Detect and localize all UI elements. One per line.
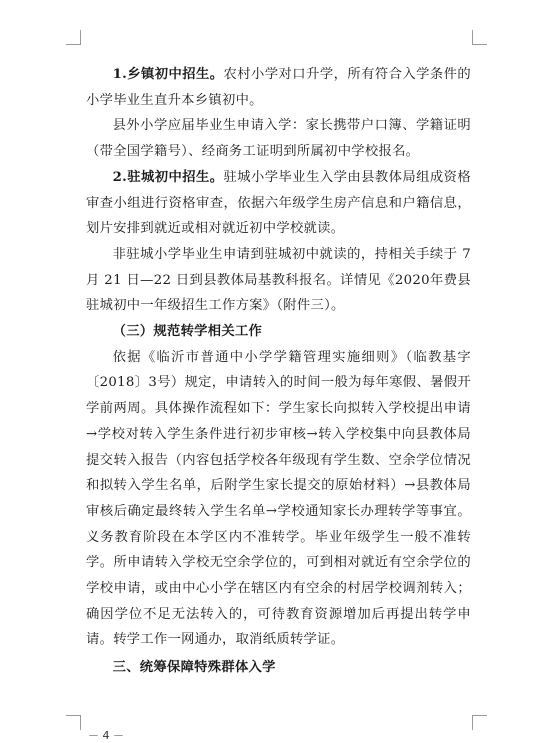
crop-mark-bottom-left bbox=[66, 715, 81, 730]
paragraph-text: 驻城小学毕业生入学由县教体局组成资格审查小组进行资格审查，依据六年级学生房产信息和户籍信息，划片安排到就近或相对就近初中学校就读。 bbox=[86, 169, 471, 237]
paragraph-non-urban-application: 非驻城小学毕业生申请到驻城初中就读的，持相关手续于 7 月 21 日—22 日到县教体局基教科报名。详情见《2020年费县驻城初中一年级招生工作方案》（附件三）。 bbox=[86, 246, 471, 314]
paragraph-township-enrollment bbox=[86, 62, 471, 113]
paragraph-out-of-county: 县外小学应届毕业生申请入学：家长携带户口簿、学籍证明（带全国学籍号）、经商务工证明到所属初中学校报名。 bbox=[86, 118, 471, 160]
paragraph-urban-enrollment bbox=[86, 165, 471, 242]
page-number: － 4 － bbox=[88, 729, 124, 742]
paragraph-heading: 1.乡镇初中招生。 bbox=[112, 67, 224, 82]
subsection-heading-transfer: （三）规范转学相关工作 bbox=[112, 324, 263, 340]
paragraph-text: 农村小学对口升学，所有符合入学条件的小学毕业生直升本乡镇初中。 bbox=[86, 67, 471, 108]
paragraph-transfer-rules: 依据《临沂市普通中小学学籍管理实施细则》（临教基字〔2018〕3号）规定，申请转入的时间一般为每年寒假、暑假开学前两周。具体操作流程如下：学生家长向拟转入学校提出申请→学校对转入学生条件进行初步审核→转入学校集中向县教体局提交转入报告（内容包括学校各年级现有学生数、空余学位情况和拟转入学生名单，后附学生家长提交的原始材料）→县教体局审核后确定最终转入学生名单→学校通知家长办理转学等事宜。义务教育阶段在本学区内不准转学。毕业年级学生一般不准转学。所申请转入学校无空余学位的，可到相对就近有空余学位的学校申请，或由中心小学在辖区内有空余的村居学校调剂转入；确因学位不足无法转入的，可待教育资源增加后再提出转学申请。转学工作一网通办，取消纸质转学证。 bbox=[86, 349, 471, 648]
document-body bbox=[86, 62, 471, 683]
crop-mark-top-left bbox=[66, 30, 81, 45]
crop-mark-bottom-right bbox=[472, 715, 487, 730]
crop-mark-top-right bbox=[472, 30, 487, 45]
section-heading-special-groups: 三、统筹保障特殊群体入学 bbox=[112, 660, 276, 676]
paragraph-heading: 2.驻城初中招生。 bbox=[112, 169, 224, 185]
